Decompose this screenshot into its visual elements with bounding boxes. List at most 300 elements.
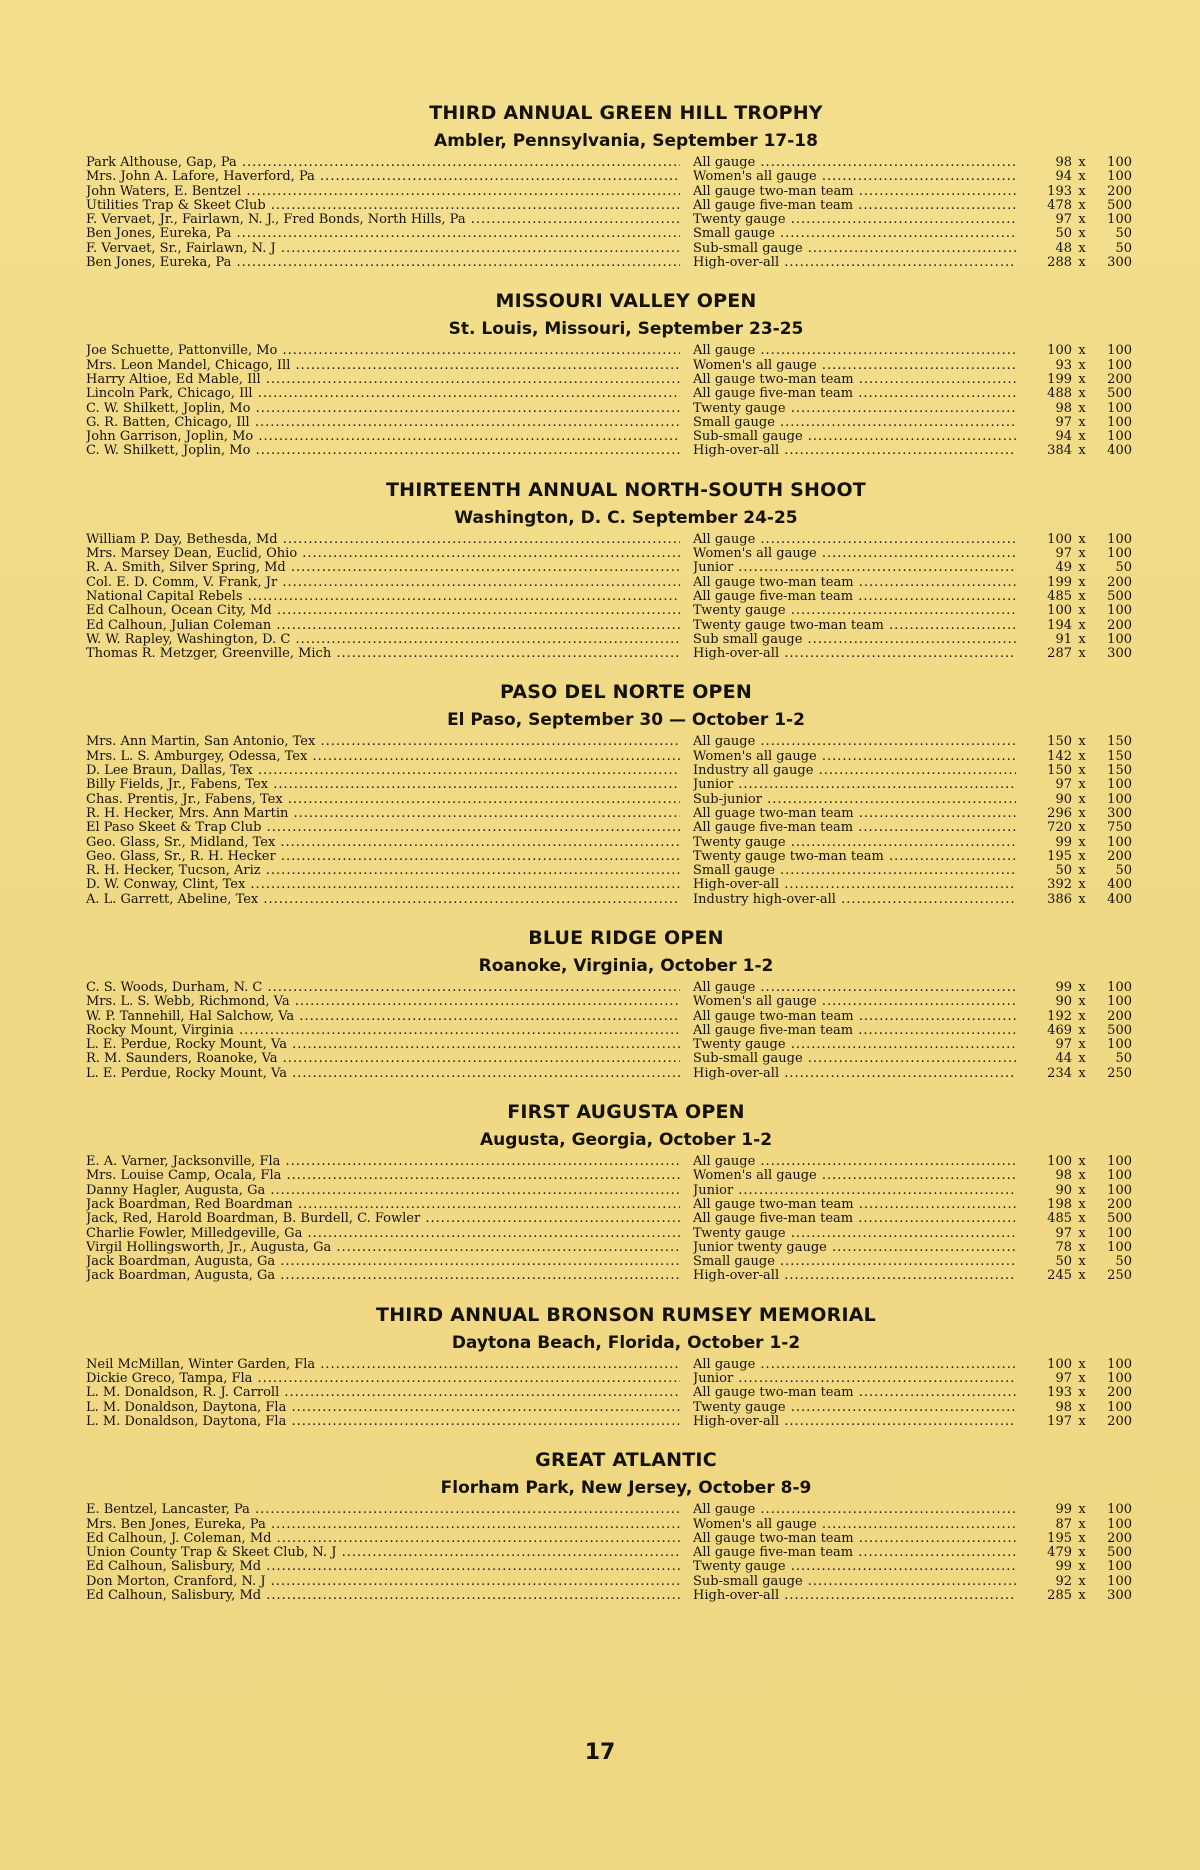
event-name: All gauge: [693, 344, 756, 359]
winner-name-cell: [86, 1198, 680, 1212]
event-name-cell: [693, 995, 1016, 1009]
score-total: 200: [1107, 617, 1132, 633]
winner-name: W. W. Rapley, Washington, D. C: [86, 632, 291, 647]
score-separator: x: [1078, 1385, 1086, 1401]
winner-name-cell: [86, 878, 680, 892]
score-cell: [1022, 1415, 1166, 1429]
winner-name: C. S. Woods, Durham, N. C: [86, 980, 263, 995]
event-name-cell: [693, 1589, 1016, 1603]
score-separator: x: [1078, 1371, 1086, 1387]
score-total: 100: [1107, 777, 1132, 793]
score-separator: x: [1078, 1545, 1086, 1561]
score-separator: x: [1078, 226, 1086, 242]
score-cell: [1022, 735, 1166, 749]
winner-name-cell: [86, 359, 680, 373]
result-row: [86, 1269, 1166, 1283]
score-hit: 100: [1047, 1154, 1072, 1170]
score-separator: x: [1078, 1168, 1086, 1184]
score-hit: 98: [1055, 1399, 1072, 1415]
event-name: High-over-all: [693, 1414, 780, 1429]
section-gap: [86, 1429, 1166, 1445]
result-row: [86, 185, 1166, 199]
event-name: Industry high-over-all: [693, 892, 836, 907]
score-cell: [1022, 981, 1166, 995]
score-hit: 99: [1055, 1559, 1072, 1575]
winner-name-cell: [86, 1589, 680, 1603]
score-cell: [1022, 156, 1166, 170]
score-total: 50: [1115, 560, 1132, 576]
score-cell: [1022, 1532, 1166, 1546]
score-hit: 97: [1055, 212, 1072, 228]
score-separator: x: [1078, 979, 1086, 995]
score-total: 400: [1107, 443, 1132, 459]
event-name-cell: [693, 227, 1016, 241]
score-total: 100: [1107, 1225, 1132, 1241]
score-hit: 488: [1047, 386, 1072, 402]
event-name-cell: [693, 1010, 1016, 1024]
score-hit: 48: [1055, 240, 1072, 256]
score-hit: 193: [1047, 1385, 1072, 1401]
score-cell: [1022, 199, 1166, 213]
event-name-cell: [693, 344, 1016, 358]
winner-name: Charlie Fowler, Milledgeville, Ga: [86, 1226, 303, 1241]
score-separator: x: [1078, 748, 1086, 764]
event-name: All gauge five-man team: [693, 821, 854, 836]
score-total: 500: [1107, 386, 1132, 402]
score-total: 500: [1107, 1022, 1132, 1038]
winner-name: G. R. Batten, Chicago, Ill: [86, 415, 250, 430]
event-name-cell: [693, 864, 1016, 878]
result-row: [86, 1560, 1166, 1574]
result-row: [86, 1241, 1166, 1255]
winner-name: John Waters, E. Bentzel: [86, 184, 242, 199]
event-name: High-over-all: [693, 1589, 780, 1603]
event-name-cell: [693, 1155, 1016, 1169]
score-separator: x: [1078, 357, 1086, 373]
event-name: All gauge two-man team: [693, 1386, 854, 1401]
score-cell: [1022, 1169, 1166, 1183]
score-hit: 98: [1055, 1168, 1072, 1184]
winner-name-cell: [86, 576, 680, 590]
section-subtitle: St. Louis, Missouri, September 23-25: [448, 319, 804, 340]
result-row: [86, 807, 1166, 821]
score-separator: x: [1078, 994, 1086, 1010]
score-total: 100: [1107, 603, 1132, 619]
winner-name: John Garrison, Joplin, Mo: [86, 430, 254, 445]
score-hit: 93: [1055, 357, 1072, 373]
score-hit: 97: [1055, 777, 1072, 793]
score-separator: x: [1078, 386, 1086, 402]
result-row: [86, 1358, 1166, 1372]
event-name-cell: [693, 430, 1016, 444]
score-cell: [1022, 633, 1166, 647]
event-name: All gauge five-man team: [693, 1212, 854, 1227]
winner-name: Mrs. Leon Mandel, Chicago, Ill: [86, 358, 291, 373]
score-hit: 478: [1047, 197, 1072, 213]
winner-name-cell: [86, 1155, 680, 1169]
event-name: High-over-all: [693, 1066, 780, 1081]
score-hit: 90: [1055, 994, 1072, 1010]
score-cell: [1022, 430, 1166, 444]
score-separator: x: [1078, 1268, 1086, 1284]
score-separator: x: [1078, 371, 1086, 387]
winner-name: R. H. Hecker, Tucson, Ariz: [86, 864, 261, 879]
result-row: [86, 387, 1166, 401]
section-gap: [86, 661, 1166, 677]
winner-name: Geo. Glass, Sr., R. H. Hecker: [86, 849, 276, 864]
score-hit: 100: [1047, 603, 1072, 619]
event-name: Small gauge: [693, 415, 775, 430]
score-separator: x: [1078, 1065, 1086, 1081]
event-name: High-over-all: [693, 256, 780, 271]
score-separator: x: [1078, 1399, 1086, 1415]
winner-name: Ed Calhoun, Salisbury, Md: [86, 1589, 262, 1603]
score-separator: x: [1078, 443, 1086, 459]
event-name-cell: [693, 1255, 1016, 1269]
section-title: THIRD ANNUAL GREEN HILL TROPHY: [429, 102, 823, 124]
score-total: 100: [1107, 834, 1132, 850]
score-total: 100: [1107, 1573, 1132, 1589]
event-name: Junior twenty gauge: [693, 1240, 827, 1255]
event-name: All gauge: [693, 156, 756, 170]
winner-name: Lincoln Park, Chicago, Ill: [86, 387, 253, 402]
score-cell: [1022, 1067, 1166, 1081]
winner-name-cell: [86, 213, 680, 227]
score-total: 200: [1107, 1008, 1132, 1024]
score-hit: 100: [1047, 1356, 1072, 1372]
score-hit: 720: [1047, 820, 1072, 836]
score-total: 500: [1107, 197, 1132, 213]
event-name-cell: [693, 416, 1016, 430]
event-name: High-over-all: [693, 647, 780, 662]
section-gap: [86, 907, 1166, 923]
score-hit: 94: [1055, 429, 1072, 445]
winner-name: Mrs. Ann Martin, San Antonio, Tex: [86, 735, 316, 750]
score-separator: x: [1078, 1356, 1086, 1372]
winner-name: C. W. Shilkett, Joplin, Mo: [86, 444, 251, 459]
result-row: [86, 1575, 1166, 1589]
winner-name-cell: [86, 807, 680, 821]
event-name: All gauge five-man team: [693, 589, 854, 604]
event-name-cell: [693, 1269, 1016, 1283]
event-section: [86, 661, 1166, 907]
winner-name: Jack Boardman, Augusta, Ga: [86, 1255, 276, 1270]
event-name-cell: [693, 821, 1016, 835]
section-title: BLUE RIDGE OPEN: [528, 926, 724, 949]
score-cell: [1022, 533, 1166, 547]
score-hit: 99: [1055, 979, 1072, 995]
score-total: 300: [1107, 1588, 1132, 1603]
event-name-cell: [693, 242, 1016, 256]
score-total: 100: [1107, 791, 1132, 807]
result-row: [86, 1415, 1166, 1429]
shoot-results: [86, 98, 1166, 1603]
winner-name-cell: [86, 750, 680, 764]
score-hit: 287: [1047, 646, 1072, 662]
result-row: [86, 561, 1166, 575]
score-cell: [1022, 416, 1166, 430]
result-row: [86, 1589, 1166, 1603]
score-separator: x: [1078, 1051, 1086, 1067]
score-total: 100: [1107, 1154, 1132, 1170]
score-cell: [1022, 1024, 1166, 1038]
event-name-cell: [693, 1212, 1016, 1226]
event-name-cell: [693, 576, 1016, 590]
score-total: 100: [1107, 1399, 1132, 1415]
score-separator: x: [1078, 848, 1086, 864]
event-name: Twenty gauge: [693, 1560, 786, 1575]
event-name-cell: [693, 373, 1016, 387]
score-separator: x: [1078, 791, 1086, 807]
score-cell: [1022, 1241, 1166, 1255]
result-row: [86, 735, 1166, 749]
winner-name: Ben Jones, Eureka, Pa: [86, 227, 232, 242]
winner-name: Thomas R. Metzger, Greenville, Mich: [86, 647, 332, 662]
event-name-cell: [693, 1169, 1016, 1183]
score-total: 250: [1107, 1065, 1132, 1081]
event-name-cell: [693, 1241, 1016, 1255]
winner-name: C. W. Shilkett, Joplin, Mo: [86, 401, 251, 416]
score-cell: [1022, 764, 1166, 778]
score-separator: x: [1078, 863, 1086, 879]
event-name: Twenty gauge: [693, 604, 786, 619]
score-cell: [1022, 1372, 1166, 1386]
result-row: [86, 1546, 1166, 1560]
winner-name: Chas. Prentis, Jr., Fabens, Tex: [86, 792, 283, 807]
score-separator: x: [1078, 1502, 1086, 1518]
event-name-cell: [693, 764, 1016, 778]
winner-name: Jack Boardman, Augusta, Ga: [86, 1269, 276, 1284]
event-name: Industry all gauge: [693, 764, 814, 779]
winner-name-cell: [86, 344, 680, 358]
score-separator: x: [1078, 805, 1086, 821]
event-name: Sub small gauge: [693, 632, 803, 647]
score-total: 300: [1107, 255, 1132, 271]
event-name-cell: [693, 1546, 1016, 1560]
score-hit: 194: [1047, 617, 1072, 633]
result-row: [86, 604, 1166, 618]
score-hit: 94: [1055, 169, 1072, 185]
score-hit: 150: [1047, 763, 1072, 779]
score-total: 100: [1107, 169, 1132, 185]
winner-name-cell: [86, 1503, 680, 1517]
winner-name-cell: [86, 256, 680, 270]
score-separator: x: [1078, 1516, 1086, 1532]
winner-name: F. Vervaet, Jr., Fairlawn, N. J., Fred Bonds, North Hills, Pa: [86, 213, 466, 228]
score-cell: [1022, 1255, 1166, 1269]
section-subtitle: Daytona Beach, Florida, October 1-2: [451, 1332, 801, 1353]
score-total: 200: [1107, 1385, 1132, 1401]
event-name: High-over-all: [693, 1269, 780, 1284]
score-separator: x: [1078, 240, 1086, 256]
winner-name: Jack, Red, Harold Boardman, B. Burdell, C. Fowler: [86, 1212, 421, 1227]
score-total: 100: [1107, 429, 1132, 445]
winner-name-cell: [86, 619, 680, 633]
winner-name-cell: [86, 836, 680, 850]
result-row: [86, 893, 1166, 907]
score-cell: [1022, 1589, 1166, 1603]
score-separator: x: [1078, 646, 1086, 662]
score-hit: 192: [1047, 1008, 1072, 1024]
score-separator: x: [1078, 588, 1086, 604]
event-name-cell: [693, 199, 1016, 213]
result-row: [86, 359, 1166, 373]
event-name: Sub-small gauge: [693, 1574, 803, 1589]
score-cell: [1022, 444, 1166, 458]
event-name: Junior: [693, 1183, 734, 1198]
score-hit: 90: [1055, 1182, 1072, 1198]
score-cell: [1022, 1560, 1166, 1574]
winner-name-cell: [86, 1372, 680, 1386]
score-hit: 97: [1055, 1225, 1072, 1241]
event-name-cell: [693, 1386, 1016, 1400]
score-cell: [1022, 402, 1166, 416]
event-name-cell: [693, 893, 1016, 907]
result-row: [86, 1024, 1166, 1038]
winner-name-cell: [86, 430, 680, 444]
result-row: [86, 778, 1166, 792]
score-cell: [1022, 256, 1166, 270]
event-name-cell: [693, 533, 1016, 547]
event-name: All gauge: [693, 735, 756, 750]
event-name: Sub-junior: [693, 792, 762, 807]
score-separator: x: [1078, 1182, 1086, 1198]
score-hit: 78: [1055, 1239, 1072, 1255]
score-total: 300: [1107, 805, 1132, 821]
winner-name-cell: [86, 1255, 680, 1269]
result-row: [86, 750, 1166, 764]
result-row: [86, 1198, 1166, 1212]
section-subtitle: Ambler, Pennsylvania, September 17-18: [434, 131, 818, 151]
winner-name-cell: [86, 850, 680, 864]
winner-name-cell: [86, 1024, 680, 1038]
winner-name-cell: [86, 416, 680, 430]
score-cell: [1022, 561, 1166, 575]
section-title: FIRST AUGUSTA OPEN: [507, 1101, 745, 1124]
result-row: [86, 1401, 1166, 1415]
event-name: Twenty gauge: [693, 401, 786, 416]
score-total: 200: [1107, 848, 1132, 864]
score-hit: 100: [1047, 343, 1072, 359]
winner-name: Utilities Trap & Skeet Club: [86, 198, 266, 213]
score-hit: 97: [1055, 1037, 1072, 1053]
score-cell: [1022, 373, 1166, 387]
winner-name: Mrs. L. S. Webb, Richmond, Va: [86, 995, 290, 1010]
result-row: [86, 836, 1166, 850]
event-name-cell: [693, 633, 1016, 647]
winner-name: E. Bentzel, Lancaster, Pa: [86, 1503, 250, 1518]
score-separator: x: [1078, 1196, 1086, 1212]
winner-name-cell: [86, 1169, 680, 1183]
score-total: 100: [1107, 1356, 1132, 1372]
winner-name-cell: [86, 1241, 680, 1255]
score-hit: 97: [1055, 1371, 1072, 1387]
event-name-cell: [693, 1067, 1016, 1081]
section-title: MISSOURI VALLEY OPEN: [495, 290, 757, 313]
score-hit: 99: [1055, 834, 1072, 850]
winner-name: W. P. Tannehill, Hal Salchow, Va: [86, 1009, 295, 1024]
score-separator: x: [1078, 574, 1086, 590]
winner-name-cell: [86, 1010, 680, 1024]
winner-name-cell: [86, 647, 680, 661]
winner-name: Joe Schuette, Pattonville, Mo: [86, 344, 278, 359]
score-cell: [1022, 1546, 1166, 1560]
score-hit: 193: [1047, 183, 1072, 199]
event-section: [86, 270, 1166, 458]
score-cell: [1022, 864, 1166, 878]
result-row: [86, 576, 1166, 590]
score-hit: 479: [1047, 1545, 1072, 1561]
event-name: All gauge five-man team: [693, 1546, 854, 1561]
score-hit: 142: [1047, 748, 1072, 764]
score-separator: x: [1078, 1211, 1086, 1227]
score-hit: 97: [1055, 414, 1072, 430]
score-total: 100: [1107, 1037, 1132, 1053]
winner-name: Ed Calhoun, J. Coleman, Md: [86, 1531, 272, 1546]
score-total: 50: [1115, 1254, 1132, 1270]
winner-name-cell: [86, 1212, 680, 1226]
winner-name-cell: [86, 633, 680, 647]
result-row: [86, 995, 1166, 1009]
event-name: All gauge: [693, 980, 756, 995]
score-total: 100: [1107, 994, 1132, 1010]
event-name-cell: [693, 1184, 1016, 1198]
score-cell: [1022, 1503, 1166, 1517]
result-row: [86, 430, 1166, 444]
result-row: [86, 1532, 1166, 1546]
score-separator: x: [1078, 763, 1086, 779]
winner-name: Mrs. John A. Lafore, Haverford, Pa: [86, 170, 315, 185]
winner-name: Billy Fields, Jr., Fabens, Tex: [86, 778, 269, 793]
score-cell: [1022, 576, 1166, 590]
result-row: [86, 1010, 1166, 1024]
event-name: All gauge five-man team: [693, 198, 854, 213]
event-name: All gauge five-man team: [693, 387, 854, 402]
event-name-cell: [693, 878, 1016, 892]
score-hit: 296: [1047, 805, 1072, 821]
winner-name: L. E. Perdue, Rocky Mount, Va: [86, 1066, 287, 1081]
winner-name: R. A. Smith, Silver Spring, Md: [86, 561, 286, 576]
score-cell: [1022, 590, 1166, 604]
result-row: [86, 416, 1166, 430]
winner-name: Park Althouse, Gap, Pa: [86, 156, 237, 170]
winner-name-cell: [86, 561, 680, 575]
score-cell: [1022, 878, 1166, 892]
event-name: Sub-small gauge: [693, 241, 803, 256]
score-cell: [1022, 1052, 1166, 1066]
score-hit: 384: [1047, 443, 1072, 459]
winner-name-cell: [86, 185, 680, 199]
score-separator: x: [1078, 1413, 1086, 1429]
winner-name: Ed Calhoun, Julian Coleman: [86, 618, 272, 633]
section-title: THIRD ANNUAL BRONSON RUMSEY MEMORIAL: [376, 1303, 876, 1326]
winner-name-cell: [86, 864, 680, 878]
score-cell: [1022, 227, 1166, 241]
winner-name-cell: [86, 444, 680, 458]
result-row: [86, 864, 1166, 878]
event-name-cell: [693, 185, 1016, 199]
section-gap: [86, 270, 1166, 286]
winner-name-cell: [86, 1518, 680, 1532]
winner-name-cell: [86, 1269, 680, 1283]
event-name: Twenty gauge: [693, 213, 786, 228]
score-separator: x: [1078, 212, 1086, 228]
event-name: Women's all gauge: [693, 358, 817, 373]
score-hit: 392: [1047, 877, 1072, 893]
score-total: 100: [1107, 979, 1132, 995]
score-separator: x: [1078, 1588, 1086, 1603]
score-total: 100: [1107, 1182, 1132, 1198]
